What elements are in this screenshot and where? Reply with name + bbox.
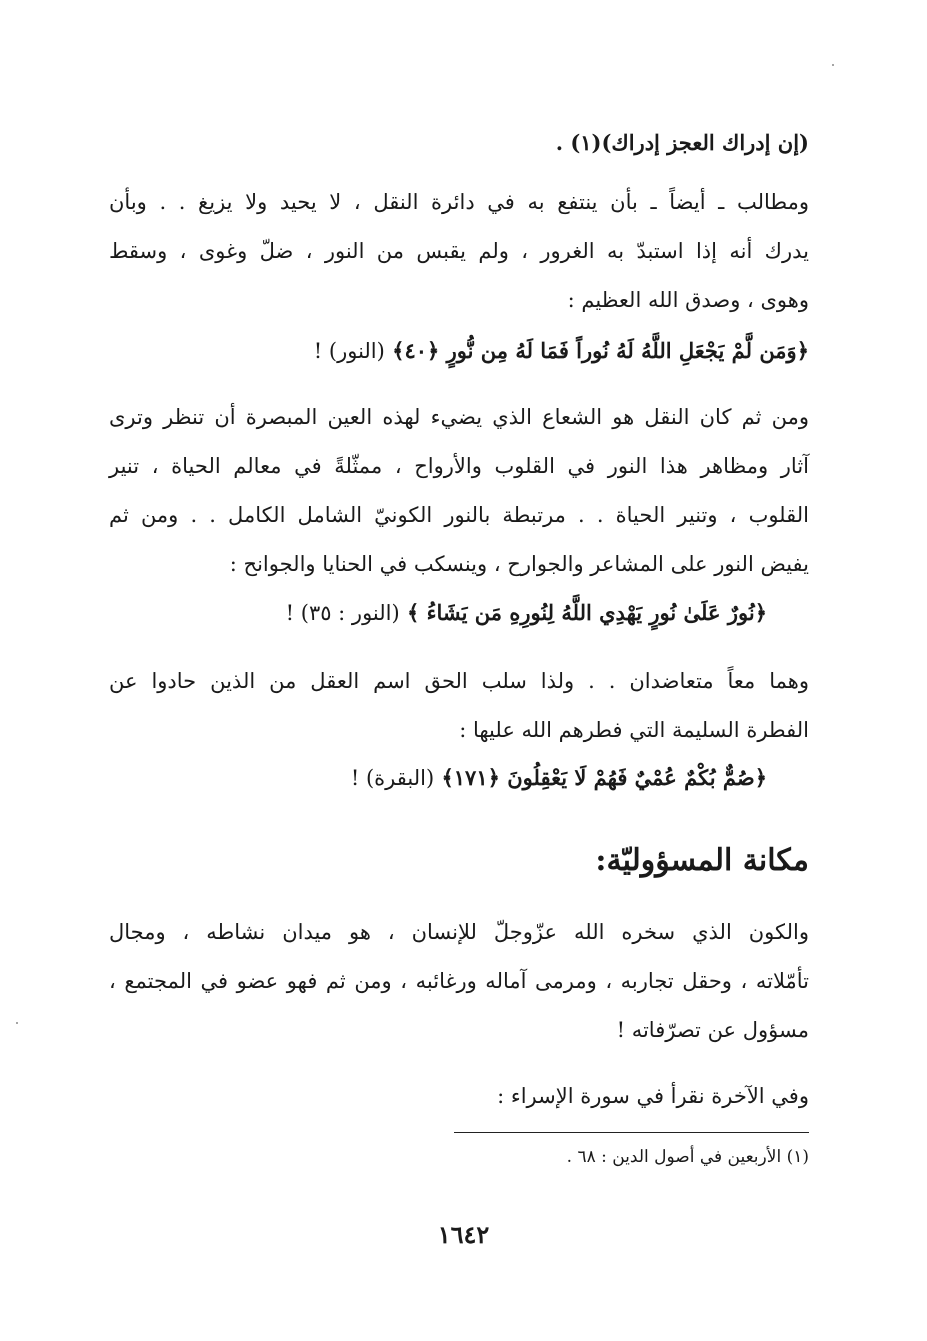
footnote-divider xyxy=(454,1132,809,1133)
para2-line-3: القلوب ، وتنير الحياة . . مرتبطة بالنور الكونيّ الشامل الكامل . . ومن ثم xyxy=(109,503,809,527)
top-line-text: (إن إدراك العجز إدراك)(١) . xyxy=(555,130,809,155)
quote-3-text: ﴿صُمٌّ بُكْمٌ عُمْيٌ فَهُمْ لَا يَعْقِلُونَ ﴿١٧١﴾ xyxy=(441,765,767,790)
para3-line-1: وهما معاً متعاضدان . . ولذا سلب الحق اسم العقل من الذين حادوا عن xyxy=(109,669,809,693)
footnote: (١) الأربعين في أصول الدين : ٦٨ . xyxy=(566,1147,809,1167)
paragraph-1 xyxy=(109,178,809,325)
quote-1-text: ﴿وَمَن لَّمْ يَجْعَلِ اللَّهُ لَهُ نُوراً فَمَا لَهُ مِن نُّورٍ ﴿٤٠﴾ xyxy=(392,338,809,363)
para4-line-1: والكون الذي سخره الله عزّوجلّ للإنسان ، هو ميدان نشاطه ، ومجال xyxy=(109,920,809,944)
quran-quote-3 xyxy=(351,765,767,790)
scan-speck xyxy=(16,1022,18,1024)
para5-line-1: وفي الآخرة نقرأ في سورة الإسراء : xyxy=(497,1084,809,1108)
para4-line-3: مسؤول عن تصرّفاته ! xyxy=(616,1018,809,1042)
quote-1-reference: (النور) ! xyxy=(313,339,385,363)
page-number: ١٦٤٢ xyxy=(437,1220,490,1249)
paragraph-4 xyxy=(109,908,809,1055)
scan-speck xyxy=(832,64,834,66)
para2-line-4: يفيض النور على المشاعر والجوارح ، وينسكب في الحنايا والجوانح : xyxy=(229,552,809,576)
quote-2-reference: (النور : ٣٥) ! xyxy=(285,601,400,625)
quran-quote-2 xyxy=(286,600,767,625)
para1-line-1: ومطالب ـ أيضاً ـ بأن ينتفع به في دائرة النقل ، لا يحيد ولا يزيغ . . وبأن xyxy=(109,190,809,214)
paragraph-2 xyxy=(109,393,809,589)
paragraph-3 xyxy=(109,657,809,755)
para4-line-2: تأمّلاته ، وحقل تجاربه ، ومرمى آماله ورغائبه ، ومن ثم فهو عضو في المجتمع ، xyxy=(109,969,809,993)
quote-3-reference: (البقرة) ! xyxy=(350,766,435,790)
section-heading: مكانة المسؤوليّة: xyxy=(595,843,809,878)
para2-line-1: ومن ثم كان النقل هو الشعاع الذي يضيء لهذه العين المبصرة أن تنظر وترى xyxy=(109,405,809,429)
para2-line-2: آثار ومظاهر هذا النور في القلوب والأرواح ، ممثّلةً في معالم الحياة ، تنير xyxy=(109,454,809,478)
para3-line-2: الفطرة السليمة التي فطرهم الله عليها : xyxy=(459,718,809,742)
para1-line-2: يدرك أنه إذا استبدّ به الغرور ، ولم يقبس من النور ، ضلّ وغوى ، وسقط xyxy=(109,239,809,263)
quran-quote-1 xyxy=(314,338,809,363)
quote-2-text: ﴿نُورٌ عَلَىٰ نُورٍ يَهْدِي اللَّهُ لِنُورِهِ مَن يَشَاءُ ﴾ xyxy=(407,600,767,625)
top-line xyxy=(556,118,809,167)
para1-line-3: وهوى ، وصدق الله العظيم : xyxy=(567,288,809,312)
paragraph-5 xyxy=(497,1072,809,1121)
